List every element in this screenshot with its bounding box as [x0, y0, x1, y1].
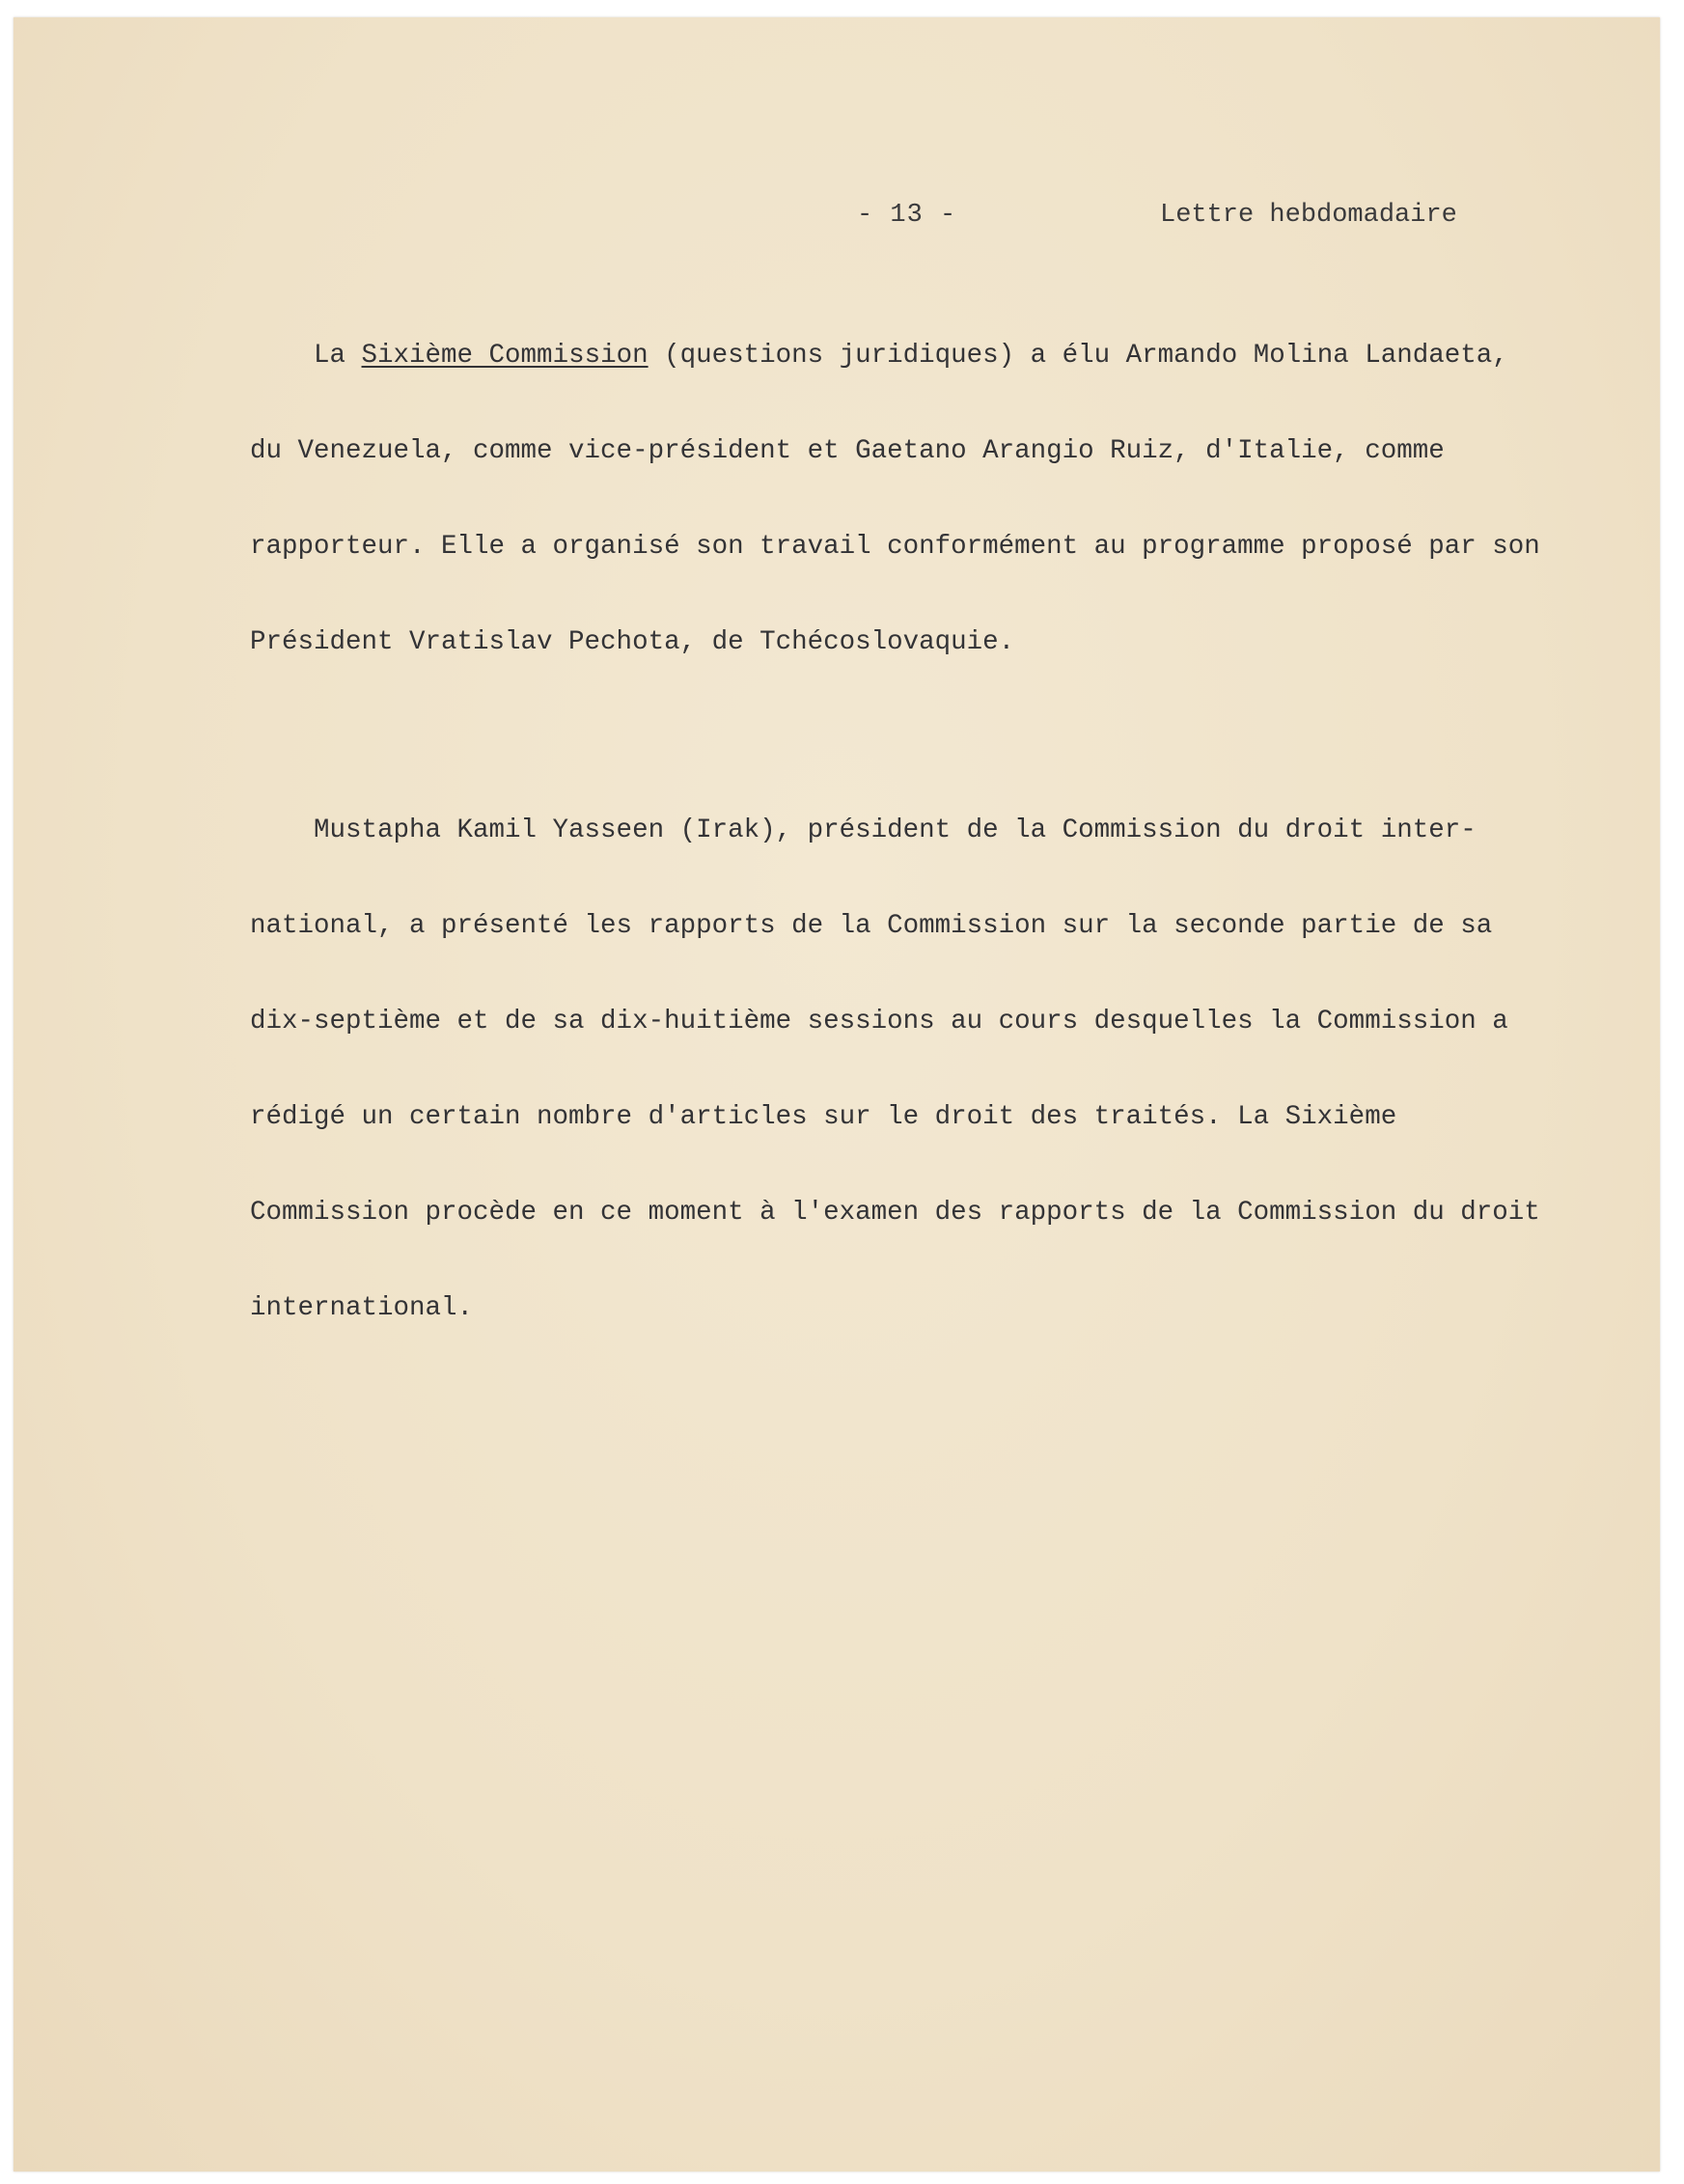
text-line: dix-septième et de sa dix-huitième sessions au cours desquelles la Commission a [250, 1007, 1508, 1037]
text-line: national, a présenté les rapports de la Commission sur la seconde partie de sa [250, 911, 1493, 941]
text-line: rapporteur. Elle a organisé son travail conformément au programme proposé par son [250, 532, 1540, 562]
text-line: international. [250, 1293, 474, 1323]
text-line: du Venezuela, comme vice-président et Gaetano Arangio Ruiz, d'Italie, comme [250, 436, 1445, 466]
running-head: Lettre hebdomadaire [1160, 201, 1457, 230]
text-line: Mustapha Kamil Yasseen (Irak), président de la Commission du droit inter- [250, 816, 1477, 845]
body-text [250, 276, 1591, 1417]
text-line: rédigé un certain nombre d'articles sur le droit des traités. La Sixième [250, 1102, 1397, 1132]
paragraph-sixth-committee [250, 276, 1591, 722]
text-line: La Sixième Commission (questions juridiques) a élu Armando Molina Landaeta, [250, 341, 1508, 371]
text-line: Président Vratislav Pechota, de Tchécoslovaquie. [250, 627, 1015, 657]
committee-name: Sixième Commission [361, 341, 649, 371]
text-line: Commission procède en ce moment à l'examen des rapports de la Commission du droit [250, 1198, 1540, 1228]
document-page [14, 17, 1660, 2171]
page-number: - 13 - [857, 201, 957, 230]
paragraph-international-law-commission [250, 751, 1591, 1388]
